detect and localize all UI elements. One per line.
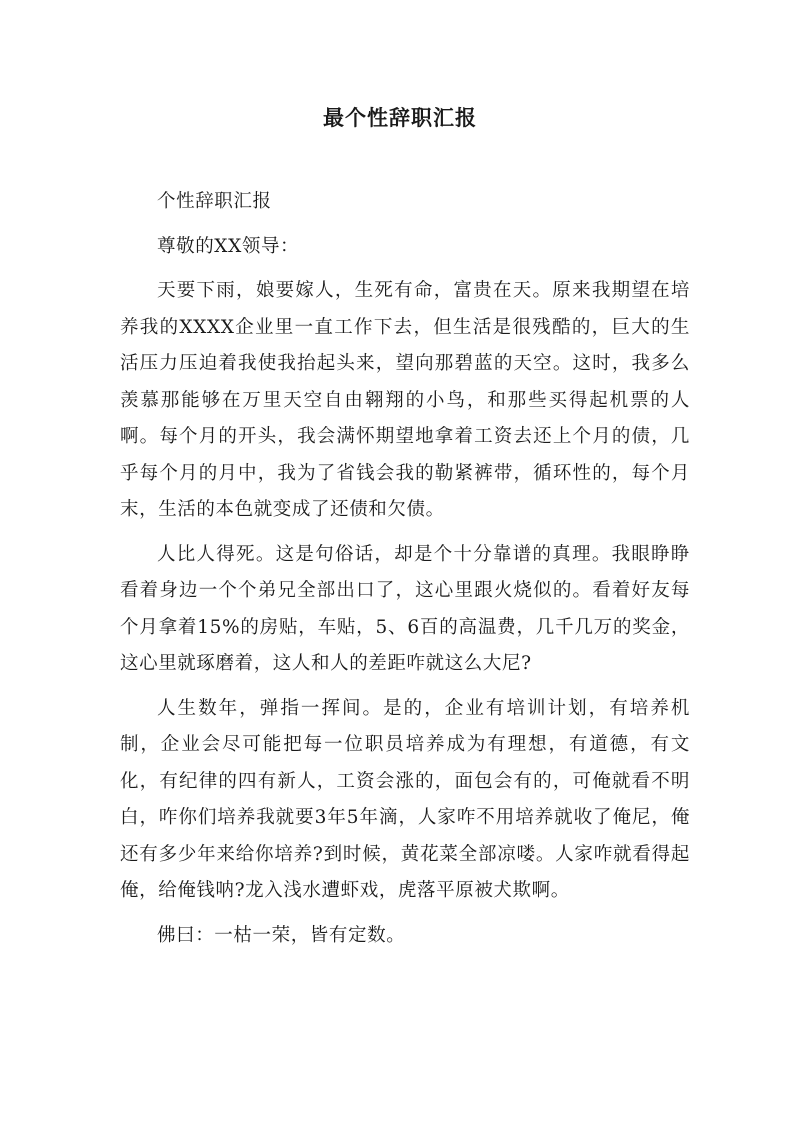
paragraph-4: 佛曰：一枯一荣，皆有定数。 — [157, 924, 406, 946]
document-title: 最个性辞职汇报 — [323, 105, 477, 130]
salutation: 尊敬的XX领导： — [157, 235, 300, 257]
document-body — [120, 184, 690, 954]
paragraph-3: 人生数年，弹指一挥间。是的，企业有培训计划，有培养机制，企业会尽可能把每一位职员培养成为有理想，有道德，有文化，有纪律的四有新人，工资会涨的，面包会有的，可俺就看不明白，咋你们培养我就要3年5年滴，人家咋不用培养就收了俺尼，俺还有多少年来给你培养?到时候，黄花菜全部凉喽。人家咋就看得起俺，给俺钱呐?龙入浅水遭虾戏，虎落平原被犬欺啊。 — [120, 697, 690, 901]
section-heading: 个性辞职汇报 — [157, 191, 272, 212]
paragraph-2: 人比人得死。这是句俗话，却是个十分靠谱的真理。我眼睁睁看着身边一个个弟兄全部出口了，这心里跟火烧似的。看着好友每个月拿着15%的房贴，车贴，5、6百的高温费，几千几万的奖金，这心里就琢磨着，这人和人的差距咋就这么大尼? — [120, 543, 690, 674]
paragraph-1: 天要下雨，娘要嫁人，生死有命，富贵在天。原来我期望在培养我的XXXX企业里一直工作下去，但生活是很残酷的，巨大的生活压力压迫着我使我抬起头来，望向那碧蓝的天空。这时，我多么羡慕那能够在万里天空自由翱翔的小鸟，和那些买得起机票的人啊。每个月的开头，我会满怀期望地拿着工资去还上个月的债，几乎每个月的月中，我为了省钱会我的勒紧裤带，循环性的，每个月末，生活的本色就变成了还债和欠债。 — [120, 280, 690, 520]
